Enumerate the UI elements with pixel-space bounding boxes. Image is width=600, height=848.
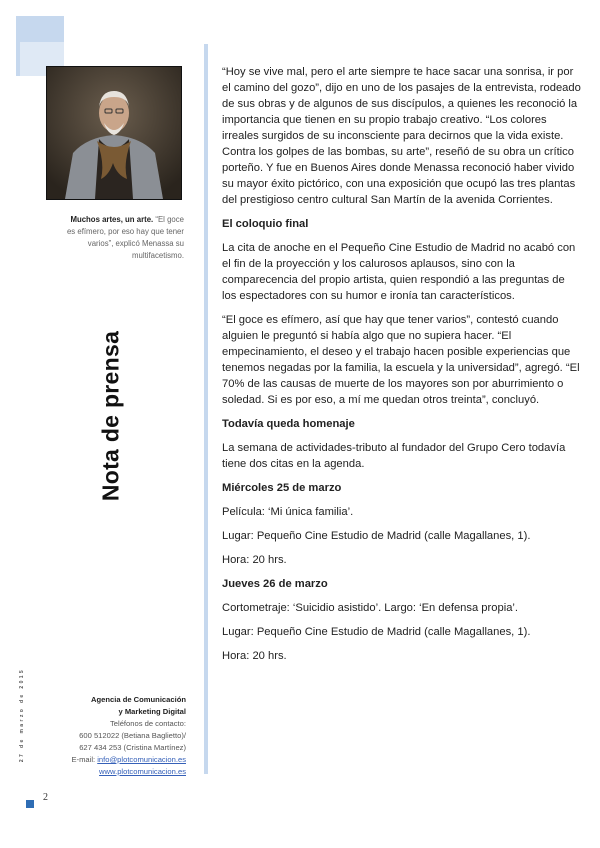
- caption-title: Muchos artes, un arte.: [70, 215, 154, 224]
- phones-label: Teléfonos de contacto:: [110, 719, 186, 728]
- section-heading-coloquio: El coloquio final: [222, 218, 309, 230]
- event-2-film: Cortometraje: ‘Suicidio asistido’. Largo: ‘En defensa propia’.: [222, 602, 519, 614]
- section-heading-homenaje: Todavía queda homenaje: [222, 418, 355, 430]
- website-link[interactable]: www.plotcomunicacion.es: [99, 767, 186, 776]
- email-line: [40, 754, 186, 766]
- article-body: [222, 64, 582, 672]
- page-number: 2: [43, 792, 48, 803]
- column-divider: [204, 44, 208, 774]
- event-date-2: Jueves 26 de marzo: [222, 578, 328, 590]
- event-1-time: Hora: 20 hrs.: [222, 554, 287, 566]
- page-marker: [26, 800, 34, 808]
- paragraph: “El goce es efímero, así que hay que tener varios”, contestó cuando alguien le preguntó si había algo que no supiera hacer. “El empecinamiento, el deseo y el trabajo hacen posible experiencias que tenemos negadas por la familia, la escuela y la universidad”, agregó. “El 70% de las causas de muerte de los mayores son por aburrimiento o soledad. Si es por eso, a mí me quedan otros treinta”, concluyó.: [222, 314, 580, 406]
- phone-1: 600 512022 (Betiana Baglietto)/: [79, 731, 186, 740]
- caption-text: “El goce es efímero, por eso hay que tener varios”, explicó Menassa su multifacetismo.: [66, 215, 184, 260]
- paragraph: La cita de anoche en el Pequeño Cine Estudio de Madrid no acabó con el fin de la proyección y los calurosos aplausos, sino con la comparecencia del propio artista, quien respondió a las preguntas de los espectadores con su humor e ironía tan característicos.: [222, 242, 576, 302]
- header-accent-band: [16, 16, 64, 42]
- vertical-date: [16, 640, 28, 790]
- phone-2: 627 434 253 (Cristina Martínez): [79, 743, 186, 752]
- agency-contact: [40, 694, 186, 778]
- event-1-film: Película: ‘Mi única familia’.: [222, 506, 354, 518]
- agency-name-line1: Agencia de Comunicación: [91, 695, 186, 704]
- vertical-date-text: 27 de marzo de 2015: [19, 667, 25, 763]
- paragraph: La semana de actividades-tributo al fundador del Grupo Cero todavía tiene dos citas en la agenda.: [222, 442, 566, 470]
- intro-paragraph: “Hoy se vive mal, pero el arte siempre te hace sacar una sonrisa, ir por el camino del gozo”, dijo en uno de los pasajes de la entrevista, rodeado de sus obras y de algunos de sus discípulos, a quienes les reconoció la importancia que tienen en su propio trabajo creativo. “Los colores irreales surgidos de su inconsciente para decirnos que la vida existe. Contra los golpes de las bombas, su arte”, reseñó de su obra un crítico porteño. Y fue en Buenos Aires donde Menassa reconoció haber vivido su mayor éxito pictórico, con una exposición que ocupó las tres plantas del prestigioso centro cultural San Martín de la avenida Corrientes.: [222, 66, 581, 206]
- artist-photo: [46, 66, 182, 200]
- vertical-title: Nota de prensa: [97, 330, 124, 502]
- event-date-1: Miércoles 25 de marzo: [222, 482, 342, 494]
- website-line: [40, 766, 186, 778]
- photo-caption: [66, 214, 184, 262]
- email-link[interactable]: info@plotcomunicacion.es: [97, 755, 186, 764]
- artist-portrait-image: [47, 67, 181, 199]
- email-label: E-mail:: [71, 755, 98, 764]
- agency-name-line2: y Marketing Digital: [118, 707, 186, 716]
- event-1-place: Lugar: Pequeño Cine Estudio de Madrid (calle Magallanes, 1).: [222, 530, 531, 542]
- event-2-place: Lugar: Pequeño Cine Estudio de Madrid (calle Magallanes, 1).: [222, 626, 531, 638]
- event-2-time: Hora: 20 hrs.: [222, 650, 287, 662]
- document-type-label: [96, 330, 126, 502]
